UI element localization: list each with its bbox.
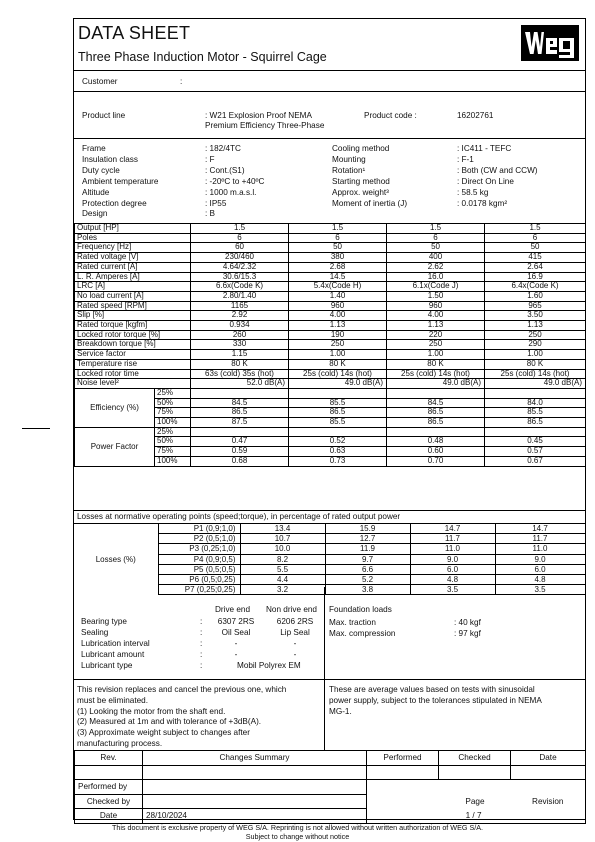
note-line: manufacturing process. [77, 739, 163, 748]
cell-value: 80 K [289, 359, 387, 369]
cell-value: 25s (cold) 14s (hot) [485, 369, 586, 379]
bearing-row-colon: : [200, 650, 203, 659]
cell-value: 11.0 [410, 544, 495, 554]
max-compression-label: Max. compression [329, 629, 396, 638]
cell-value: 4.64/2.32 [191, 262, 289, 272]
cell-value: 1.13 [387, 321, 485, 331]
cell-value: 80 K [485, 359, 586, 369]
operating-point: P2 (0,5;1,0) [158, 534, 240, 544]
operating-point: P1 (0,9;1,0) [158, 524, 240, 534]
cell-value: 1.00 [289, 350, 387, 360]
cell-value: 3.50 [485, 311, 586, 321]
footer-copyright: This document is exclusive property of WEG S/A. Reprinting is not allowed without written authorization of WEG S/A. [111, 823, 484, 832]
product-line-value-2: Premium Efficiency Three-Phase [205, 121, 325, 130]
spec-value: : 1000 m.a.s.l. [205, 187, 257, 197]
note-line: must be eliminated. [77, 695, 148, 705]
cell-value: 250 [485, 330, 586, 340]
cell-value: 9.0 [495, 554, 585, 564]
cell-value: 11.7 [410, 534, 495, 544]
bearing-row-label: Bearing type [81, 617, 127, 626]
cell-value: 60 [191, 243, 289, 253]
checked-header: Checked [439, 751, 511, 766]
cell-value: 3.2 [240, 585, 325, 595]
cell-value: 86.5 [485, 418, 586, 428]
ratings-table [74, 223, 586, 467]
row-label: LRC [A] [75, 282, 191, 292]
cell-value: 87.5 [191, 418, 289, 428]
product-line-label: Product line [82, 111, 126, 120]
cell-value: 86.5 [191, 408, 289, 418]
spec-value: : 58.5 kg [457, 187, 489, 197]
drive-end-value: - [234, 639, 238, 648]
margin-mark [22, 428, 50, 429]
cell-value: 85.5 [289, 398, 387, 408]
row-label: L. R. Amperes [A] [75, 272, 191, 282]
row-label: Frequency [Hz] [75, 243, 191, 253]
table-row [75, 224, 586, 234]
note-line: (2) Measured at 1m and with tolerance of +3dB(A). [77, 717, 262, 727]
row-label: Slip [%] [75, 311, 191, 321]
cell-value: 9.0 [410, 554, 495, 564]
row-label: Locked rotor torque [%] [75, 330, 191, 340]
cell-value: 0.63 [289, 447, 387, 457]
spec-value: : 0.0178 kgm² [457, 198, 508, 208]
bearing-row-colon: : [200, 639, 203, 648]
cell-value [289, 388, 387, 398]
non-drive-end-value: 6206 2RS [276, 617, 314, 626]
table-row [75, 282, 586, 292]
table-row [75, 321, 586, 331]
power-factor-label: Power Factor [75, 427, 155, 466]
cell-value: 0.67 [485, 456, 586, 466]
cell-value: 1.5 [191, 224, 289, 234]
cell-value: 220 [387, 330, 485, 340]
cell-value: 250 [289, 340, 387, 350]
spec-label: Protection degree [82, 198, 147, 208]
spec-label: Mounting [332, 154, 366, 164]
cell-value: 2.92 [191, 311, 289, 321]
cell-value: 380 [289, 253, 387, 263]
note-line: power supply, subject to the tolerances stipulated in NEMA [329, 695, 542, 705]
row-label: Rated torque [kgfm] [75, 321, 191, 331]
data-sheet [73, 18, 586, 820]
cell-value [289, 427, 387, 437]
revision-label: Revision [511, 794, 586, 809]
row-label: Poles [75, 233, 191, 243]
cell-value: 0.57 [485, 447, 586, 457]
spec-value: : -20ºC to +40ºC [205, 176, 265, 186]
cell-value: 0.60 [387, 447, 485, 457]
load-label: 100% [155, 418, 191, 428]
cell-value: 965 [485, 301, 586, 311]
cell-value: 16.0 [387, 272, 485, 282]
cell-value: 6.6x(Code K) [191, 282, 289, 292]
note-line: MG-1. [329, 706, 352, 716]
foundation-title: Foundation loads [329, 605, 392, 614]
cell-value: 84.0 [485, 398, 586, 408]
load-label: 50% [155, 437, 191, 447]
max-traction-value: : 40 kgf [454, 618, 481, 627]
checked-by-label: Checked by [75, 794, 143, 809]
cell-value: 80 K [191, 359, 289, 369]
max-traction-label: Max. traction [329, 618, 376, 627]
table-row [75, 359, 586, 369]
non-drive-end-value: - [293, 650, 297, 659]
cell-value: 50 [485, 243, 586, 253]
table-row [75, 272, 586, 282]
spec-value: : F [205, 154, 215, 164]
drive-end-value: Oil Seal [221, 628, 251, 637]
spec-label: Starting method [332, 176, 390, 186]
cell-value: 0.73 [289, 456, 387, 466]
rev-cell [75, 765, 143, 780]
spec-label: Design [82, 209, 108, 219]
product-line-value: : W21 Explosion Proof NEMA [205, 111, 312, 120]
customer-colon: : [180, 77, 183, 86]
table-row [75, 233, 586, 243]
date-header: Date [511, 751, 586, 766]
spec-value: : Both (CW and CCW) [457, 165, 538, 175]
cell-value: 63s (cold) 35s (hot) [191, 369, 289, 379]
cell-value: 0.47 [191, 437, 289, 447]
cell-value: 3.5 [495, 585, 585, 595]
load-label: 25% [155, 388, 191, 398]
cell-value: 16.9 [485, 272, 586, 282]
cell-value: 1165 [191, 301, 289, 311]
cell-value: 0.48 [387, 437, 485, 447]
drive-end-value: 6307 2RS [217, 617, 255, 626]
note-line: This revision replaces and cancel the previous one, which [77, 685, 287, 694]
cell-value: 49.0 dB(A) [289, 379, 387, 389]
spec-value: : IC411 - TEFC [457, 144, 512, 153]
date-value: 28/10/2024 [143, 809, 367, 824]
cell-value: 25s (cold) 14s (hot) [289, 369, 387, 379]
row-label: Noise level² [75, 379, 191, 389]
page-value: 1 / 7 [367, 809, 511, 824]
cell-value: 49.0 dB(A) [485, 379, 586, 389]
table-row [75, 350, 586, 360]
cell-value: 5.2 [325, 575, 410, 585]
spec-label: Moment of inertia (J) [332, 198, 408, 208]
footer-notice: Subject to change without notice [245, 832, 350, 841]
row-label: Rated current [A] [75, 262, 191, 272]
cell-value [485, 388, 586, 398]
changes-cell [143, 765, 367, 780]
row-label: No load current [A] [75, 291, 191, 301]
spec-label: Frame [82, 144, 106, 153]
bearing-row-label: Lubrication interval [81, 639, 150, 648]
cell-value: 6.4x(Code K) [485, 282, 586, 292]
cell-value: 0.59 [191, 447, 289, 457]
losses-title: Losses at normative operating points (speed;torque), in percentage of rated output power [77, 512, 401, 521]
load-label: 25% [155, 427, 191, 437]
cell-value: 3.8 [325, 585, 410, 595]
cell-value: 1.15 [191, 350, 289, 360]
cell-value: 10.7 [240, 534, 325, 544]
cell-value: 4.8 [410, 575, 495, 585]
row-label: Breakdown torque [%] [75, 340, 191, 350]
table-row [74, 524, 585, 534]
cell-value: 11.7 [495, 534, 585, 544]
cell-value: 52.0 dB(A) [191, 379, 289, 389]
table-row [75, 291, 586, 301]
cell-value: 13.4 [240, 524, 325, 534]
cell-value: 85.5 [289, 418, 387, 428]
table-row [75, 301, 586, 311]
cell-value: 14.7 [410, 524, 495, 534]
cell-value: 330 [191, 340, 289, 350]
cell-value: 1.00 [485, 350, 586, 360]
spec-label: Ambient temperature [82, 176, 159, 186]
losses-label: Losses (%) [74, 524, 158, 595]
performed-cell [367, 765, 439, 780]
lubricant-type-colon: : [200, 661, 203, 670]
lubricant-type-label: Lubricant type [81, 661, 133, 670]
cell-value: 2.68 [289, 262, 387, 272]
lubricant-type-value: Mobil Polyrex EM [237, 661, 301, 670]
cell-value: 8.2 [240, 554, 325, 564]
cell-value: 1.13 [485, 321, 586, 331]
cell-value: 6.1x(Code J) [387, 282, 485, 292]
operating-point: P4 (0,9;0,5) [158, 554, 240, 564]
bearing-row-label: Lubricant amount [81, 650, 145, 659]
product-code-value: 16202761 [457, 111, 494, 120]
cell-value: 6.0 [410, 564, 495, 574]
table-row [75, 379, 586, 389]
cell-value: 1.60 [485, 291, 586, 301]
cell-value: 1.5 [485, 224, 586, 234]
losses-table [74, 523, 586, 595]
revision-table [74, 750, 586, 824]
non-drive-end-value: - [293, 639, 297, 648]
load-label: 75% [155, 408, 191, 418]
table-row [75, 340, 586, 350]
document-subtitle: Three Phase Induction Motor - Squirrel Cage [78, 50, 327, 64]
cell-value: 6 [387, 233, 485, 243]
drive-end-value: - [234, 650, 238, 659]
cell-value: 0.934 [191, 321, 289, 331]
cell-value: 0.52 [289, 437, 387, 447]
load-label: 75% [155, 447, 191, 457]
cell-value: 1.5 [289, 224, 387, 234]
table-row [75, 330, 586, 340]
weg-logo [521, 25, 579, 61]
cell-value: 1.13 [289, 321, 387, 331]
cell-value: 250 [387, 340, 485, 350]
cell-value: 6.6 [325, 564, 410, 574]
operating-point: P3 (0,25;1,0) [158, 544, 240, 554]
table-row [75, 369, 586, 379]
cell-value: 2.80/1.40 [191, 291, 289, 301]
cell-value [191, 388, 289, 398]
cell-value: 85.5 [485, 408, 586, 418]
performed-by-label: Performed by [75, 780, 143, 795]
spec-label: Rotation¹ [332, 165, 366, 175]
cell-value: 50 [387, 243, 485, 253]
cell-value [387, 388, 485, 398]
cell-value: 290 [485, 340, 586, 350]
bearing-row-label: Sealing [81, 628, 109, 637]
cell-value: 5.4x(Code H) [289, 282, 387, 292]
cell-value: 14.7 [495, 524, 585, 534]
cell-value: 4.8 [495, 575, 585, 585]
cell-value: 400 [387, 253, 485, 263]
cell-value: 1.00 [387, 350, 485, 360]
performed-by-value [143, 780, 367, 795]
bearing-row-colon: : [200, 617, 203, 626]
performed-header: Performed [367, 751, 439, 766]
cell-value: 25s (cold) 14s (hot) [387, 369, 485, 379]
drive-end-header: Drive end [215, 605, 251, 614]
cell-value: 4.00 [289, 311, 387, 321]
spec-value: : B [205, 209, 216, 219]
spec-label: Altitude [82, 187, 110, 197]
spec-label: Approx. weight³ [332, 187, 389, 197]
row-label: Rated voltage [V] [75, 253, 191, 263]
cell-value: 0.45 [485, 437, 586, 447]
cell-value: 260 [191, 330, 289, 340]
spec-value: : F-1 [457, 154, 474, 164]
cell-value: 10.0 [240, 544, 325, 554]
customer-label: Customer [82, 77, 118, 86]
spec-label: Insulation class [82, 154, 138, 164]
row-label: Output [HP] [75, 224, 191, 234]
cell-value: 1.50 [387, 291, 485, 301]
cell-value: 11.9 [325, 544, 410, 554]
load-label: 50% [155, 398, 191, 408]
cell-value: 49.0 dB(A) [387, 379, 485, 389]
cell-value [485, 427, 586, 437]
table-row [75, 311, 586, 321]
table-row [75, 388, 586, 398]
blank-area [367, 780, 586, 795]
date-label: Date [75, 809, 143, 824]
cell-value: 415 [485, 253, 586, 263]
spec-value: : Direct On Line [457, 176, 514, 186]
spec-label: Duty cycle [82, 165, 120, 175]
cell-value: 230/460 [191, 253, 289, 263]
cell-value: 9.7 [325, 554, 410, 564]
operating-point: P6 (0,5;0,25) [158, 575, 240, 585]
cell-value: 15.9 [325, 524, 410, 534]
product-code-label: Product code : [364, 111, 417, 120]
table-row [75, 253, 586, 263]
rev-header: Rev. [75, 751, 143, 766]
cell-value: 3.5 [410, 585, 495, 595]
table-row [75, 243, 586, 253]
cell-value: 4.00 [387, 311, 485, 321]
table-row [75, 262, 586, 272]
cell-value: 1.40 [289, 291, 387, 301]
row-label: Temperature rise [75, 359, 191, 369]
cell-value: 960 [387, 301, 485, 311]
note-line: (3) Approximate weight subject to changes after [77, 728, 250, 738]
spec-value: : IP55 [205, 198, 227, 208]
cell-value: 86.5 [387, 408, 485, 418]
cell-value: 6 [289, 233, 387, 243]
cell-value: 14.5 [289, 272, 387, 282]
svg-text:WEG: WEG [521, 25, 524, 26]
cell-value: 12.7 [325, 534, 410, 544]
row-label: Rated speed [RPM] [75, 301, 191, 311]
cell-value [387, 427, 485, 437]
cell-value: 6 [485, 233, 586, 243]
cell-value: 2.64 [485, 262, 586, 272]
page-label: Page [367, 794, 511, 809]
changes-summary-header: Changes Summary [143, 751, 367, 766]
cell-value: 86.5 [289, 408, 387, 418]
cell-value: 6.0 [495, 564, 585, 574]
cell-value: 6 [191, 233, 289, 243]
cell-value: 80 K [387, 359, 485, 369]
table-row [75, 427, 586, 437]
cell-value: 960 [289, 301, 387, 311]
row-label: Locked rotor time [75, 369, 191, 379]
date-cell [511, 765, 586, 780]
max-compression-value: : 97 kgf [454, 629, 481, 638]
spec-label: Cooling method [332, 144, 390, 153]
load-label: 100% [155, 456, 191, 466]
note-line: (1) Looking the motor from the shaft end. [77, 706, 226, 716]
operating-point: P7 (0,25;0,25) [158, 585, 240, 595]
cell-value: 84.5 [387, 398, 485, 408]
revision-value [511, 809, 586, 824]
note-line: These are average values based on tests with sinusoidal [329, 685, 535, 694]
cell-value: 84.5 [191, 398, 289, 408]
non-drive-end-value: Lip Seal [280, 628, 310, 637]
document-title: DATA SHEET [78, 23, 191, 43]
cell-value: 86.5 [387, 418, 485, 428]
spec-value: : 182/4TC [205, 144, 241, 153]
cell-value: 190 [289, 330, 387, 340]
checked-cell [439, 765, 511, 780]
cell-value: 50 [289, 243, 387, 253]
cell-value: 0.70 [387, 456, 485, 466]
efficiency-label: Efficiency (%) [75, 388, 155, 427]
cell-value [191, 427, 289, 437]
cell-value: 5.5 [240, 564, 325, 574]
cell-value: 30.6/15.3 [191, 272, 289, 282]
cell-value: 2.62 [387, 262, 485, 272]
row-label: Service factor [75, 350, 191, 360]
spec-value: : Cont.(S1) [205, 165, 245, 175]
cell-value: 1.5 [387, 224, 485, 234]
cell-value: 11.0 [495, 544, 585, 554]
operating-point: P5 (0,5;0,5) [158, 564, 240, 574]
checked-by-value [143, 794, 367, 809]
cell-value: 4.4 [240, 575, 325, 585]
cell-value: 0.68 [191, 456, 289, 466]
non-drive-end-header: Non drive end [266, 605, 317, 614]
bearing-row-colon: : [200, 628, 203, 637]
